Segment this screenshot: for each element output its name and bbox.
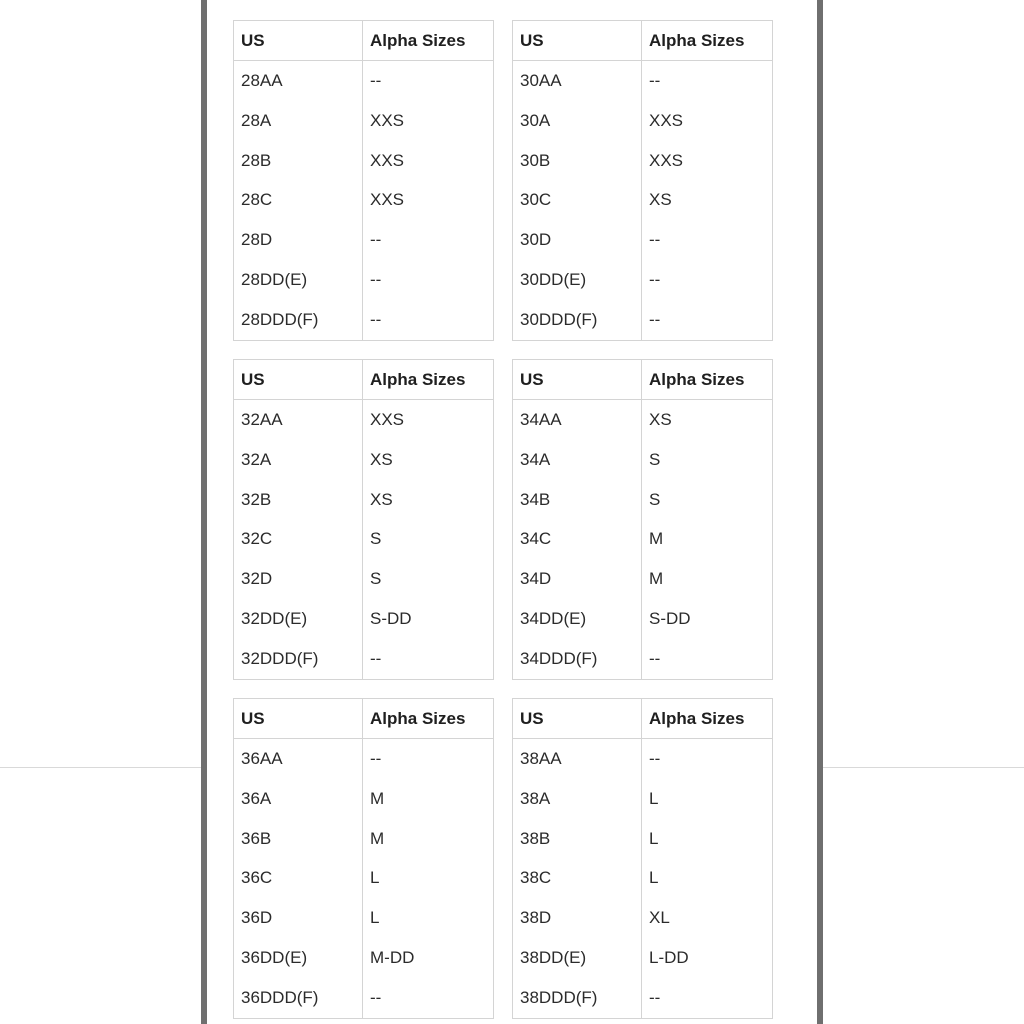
background-divider-right bbox=[823, 767, 1024, 768]
table-row bbox=[234, 300, 494, 340]
alpha-sizes-column-header: Alpha Sizes bbox=[642, 360, 773, 400]
us-size-cell: 34D bbox=[520, 569, 552, 589]
us-size-cell: 38C bbox=[520, 868, 552, 888]
table-row bbox=[234, 639, 494, 679]
size-table bbox=[233, 698, 494, 1019]
table-row bbox=[513, 859, 773, 899]
alpha-size-cell: -- bbox=[642, 739, 773, 779]
table-row bbox=[234, 181, 494, 221]
us-size-cell: 36A bbox=[241, 788, 272, 808]
table-header-row bbox=[513, 21, 773, 61]
alpha-size-cell: -- bbox=[363, 260, 494, 300]
table-row bbox=[234, 859, 494, 899]
us-size-cell: 36B bbox=[241, 828, 272, 848]
alpha-size-cell: XXS bbox=[363, 400, 494, 440]
alpha-size-cell: M bbox=[642, 559, 773, 599]
table-row bbox=[513, 739, 773, 779]
alpha-size-cell: L bbox=[363, 859, 494, 899]
alpha-size-cell: XXS bbox=[642, 101, 773, 141]
us-column-header: US bbox=[513, 21, 642, 61]
table-row bbox=[513, 400, 773, 440]
us-size-cell: 34C bbox=[520, 529, 552, 549]
alpha-size-cell: L-DD bbox=[642, 938, 773, 978]
table-row bbox=[234, 400, 494, 440]
alpha-size-cell: -- bbox=[363, 978, 494, 1018]
us-size-cell: 30B bbox=[520, 150, 551, 170]
table-row bbox=[513, 101, 773, 141]
table-row bbox=[234, 559, 494, 599]
table-row bbox=[513, 141, 773, 181]
alpha-size-cell: S bbox=[642, 480, 773, 520]
us-size-cell: 34A bbox=[520, 449, 551, 469]
size-table bbox=[233, 359, 494, 680]
us-size-cell: 38D bbox=[520, 908, 552, 928]
table-row bbox=[234, 520, 494, 560]
alpha-size-cell: L bbox=[363, 898, 494, 938]
us-size-cell: 34DD(E) bbox=[520, 609, 587, 629]
table-header-row bbox=[234, 699, 494, 739]
table-row bbox=[234, 938, 494, 978]
alpha-size-cell: -- bbox=[363, 61, 494, 101]
alpha-size-cell: S bbox=[642, 440, 773, 480]
us-size-cell: 38A bbox=[520, 788, 551, 808]
alpha-sizes-column-header: Alpha Sizes bbox=[363, 699, 494, 739]
table-row bbox=[513, 181, 773, 221]
us-size-cell: 34DDD(F) bbox=[520, 649, 598, 669]
table-row bbox=[234, 779, 494, 819]
us-column-header: US bbox=[234, 699, 363, 739]
table-row bbox=[513, 559, 773, 599]
us-size-cell: 32B bbox=[241, 489, 272, 509]
us-size-cell: 36AA bbox=[241, 748, 283, 768]
alpha-size-cell: M bbox=[363, 819, 494, 859]
us-size-cell: 38DD(E) bbox=[520, 948, 587, 968]
table-row bbox=[513, 978, 773, 1018]
size-table bbox=[512, 698, 773, 1019]
alpha-size-cell: -- bbox=[363, 639, 494, 679]
table-row bbox=[234, 260, 494, 300]
alpha-sizes-column-header: Alpha Sizes bbox=[642, 21, 773, 61]
alpha-size-cell: -- bbox=[642, 220, 773, 260]
table-row bbox=[513, 480, 773, 520]
us-size-cell: 30AA bbox=[520, 70, 562, 90]
alpha-size-cell: XXS bbox=[363, 181, 494, 221]
alpha-size-cell: S-DD bbox=[363, 599, 494, 639]
table-row bbox=[234, 61, 494, 101]
alpha-sizes-column-header: Alpha Sizes bbox=[363, 21, 494, 61]
table-row bbox=[234, 480, 494, 520]
us-size-cell: 28C bbox=[241, 190, 273, 210]
table-row bbox=[234, 739, 494, 779]
alpha-size-cell: -- bbox=[642, 260, 773, 300]
alpha-sizes-column-header: Alpha Sizes bbox=[363, 360, 494, 400]
alpha-size-cell: L bbox=[642, 819, 773, 859]
alpha-sizes-column-header: Alpha Sizes bbox=[642, 699, 773, 739]
alpha-size-cell: -- bbox=[642, 978, 773, 1018]
us-size-cell: 28AA bbox=[241, 70, 283, 90]
size-table bbox=[233, 20, 494, 341]
us-size-cell: 28DD(E) bbox=[241, 270, 308, 290]
alpha-size-cell: XS bbox=[363, 480, 494, 520]
table-row bbox=[234, 141, 494, 181]
table-row bbox=[234, 440, 494, 480]
size-table bbox=[512, 20, 773, 341]
alpha-size-cell: S-DD bbox=[642, 599, 773, 639]
table-row bbox=[234, 819, 494, 859]
table-row bbox=[513, 61, 773, 101]
alpha-size-cell: -- bbox=[363, 739, 494, 779]
alpha-size-cell: -- bbox=[642, 639, 773, 679]
alpha-size-cell: M bbox=[363, 779, 494, 819]
table-row bbox=[513, 898, 773, 938]
us-size-cell: 34B bbox=[520, 489, 551, 509]
us-size-cell: 32DDD(F) bbox=[241, 649, 319, 669]
us-size-cell: 38AA bbox=[520, 748, 562, 768]
us-column-header: US bbox=[234, 360, 363, 400]
alpha-size-cell: XS bbox=[363, 440, 494, 480]
alpha-size-cell: XS bbox=[642, 181, 773, 221]
table-row bbox=[513, 260, 773, 300]
table-row bbox=[513, 599, 773, 639]
us-column-header: US bbox=[234, 21, 363, 61]
us-size-cell: 38DDD(F) bbox=[520, 988, 598, 1008]
us-size-cell: 38B bbox=[520, 828, 551, 848]
alpha-size-cell: XXS bbox=[363, 141, 494, 181]
table-row bbox=[234, 978, 494, 1018]
us-size-cell: 30DD(E) bbox=[520, 270, 587, 290]
alpha-size-cell: XXS bbox=[642, 141, 773, 181]
alpha-size-cell: L bbox=[642, 779, 773, 819]
background-divider-left bbox=[0, 767, 201, 768]
table-row bbox=[513, 220, 773, 260]
us-size-cell: 36C bbox=[241, 868, 273, 888]
table-row bbox=[513, 300, 773, 340]
alpha-size-cell: M-DD bbox=[363, 938, 494, 978]
alpha-size-cell: XL bbox=[642, 898, 773, 938]
us-size-cell: 36DD(E) bbox=[241, 948, 308, 968]
us-size-cell: 36D bbox=[241, 908, 273, 928]
us-column-header: US bbox=[513, 699, 642, 739]
us-size-cell: 30D bbox=[520, 230, 552, 250]
us-size-cell: 30A bbox=[520, 110, 551, 130]
table-row bbox=[234, 220, 494, 260]
alpha-size-cell: -- bbox=[642, 300, 773, 340]
frame-right-border bbox=[817, 0, 823, 1024]
us-size-cell: 36DDD(F) bbox=[241, 988, 319, 1008]
alpha-size-cell: -- bbox=[363, 300, 494, 340]
table-row bbox=[513, 819, 773, 859]
alpha-size-cell: S bbox=[363, 559, 494, 599]
alpha-size-cell: -- bbox=[363, 220, 494, 260]
us-size-cell: 28DDD(F) bbox=[241, 310, 319, 330]
table-row bbox=[513, 938, 773, 978]
us-size-cell: 34AA bbox=[520, 409, 562, 429]
alpha-size-cell: S bbox=[363, 520, 494, 560]
us-size-cell: 32D bbox=[241, 569, 273, 589]
us-column-header: US bbox=[513, 360, 642, 400]
table-row bbox=[513, 520, 773, 560]
table-row bbox=[234, 599, 494, 639]
table-row bbox=[513, 440, 773, 480]
table-header-row bbox=[513, 360, 773, 400]
us-size-cell: 32DD(E) bbox=[241, 609, 308, 629]
us-size-cell: 30C bbox=[520, 190, 552, 210]
frame-left-border bbox=[201, 0, 207, 1024]
table-header-row bbox=[234, 21, 494, 61]
table-header-row bbox=[234, 360, 494, 400]
size-table bbox=[512, 359, 773, 680]
us-size-cell: 28B bbox=[241, 150, 272, 170]
table-row bbox=[513, 639, 773, 679]
table-row bbox=[234, 898, 494, 938]
us-size-cell: 32C bbox=[241, 529, 273, 549]
us-size-cell: 32AA bbox=[241, 409, 283, 429]
us-size-cell: 28D bbox=[241, 230, 273, 250]
alpha-size-cell: M bbox=[642, 520, 773, 560]
alpha-size-cell: XXS bbox=[363, 101, 494, 141]
us-size-cell: 28A bbox=[241, 110, 272, 130]
table-row bbox=[513, 779, 773, 819]
alpha-size-cell: XS bbox=[642, 400, 773, 440]
table-header-row bbox=[513, 699, 773, 739]
alpha-size-cell: L bbox=[642, 859, 773, 899]
us-size-cell: 30DDD(F) bbox=[520, 310, 598, 330]
us-size-cell: 32A bbox=[241, 449, 272, 469]
alpha-size-cell: -- bbox=[642, 61, 773, 101]
table-row bbox=[234, 101, 494, 141]
